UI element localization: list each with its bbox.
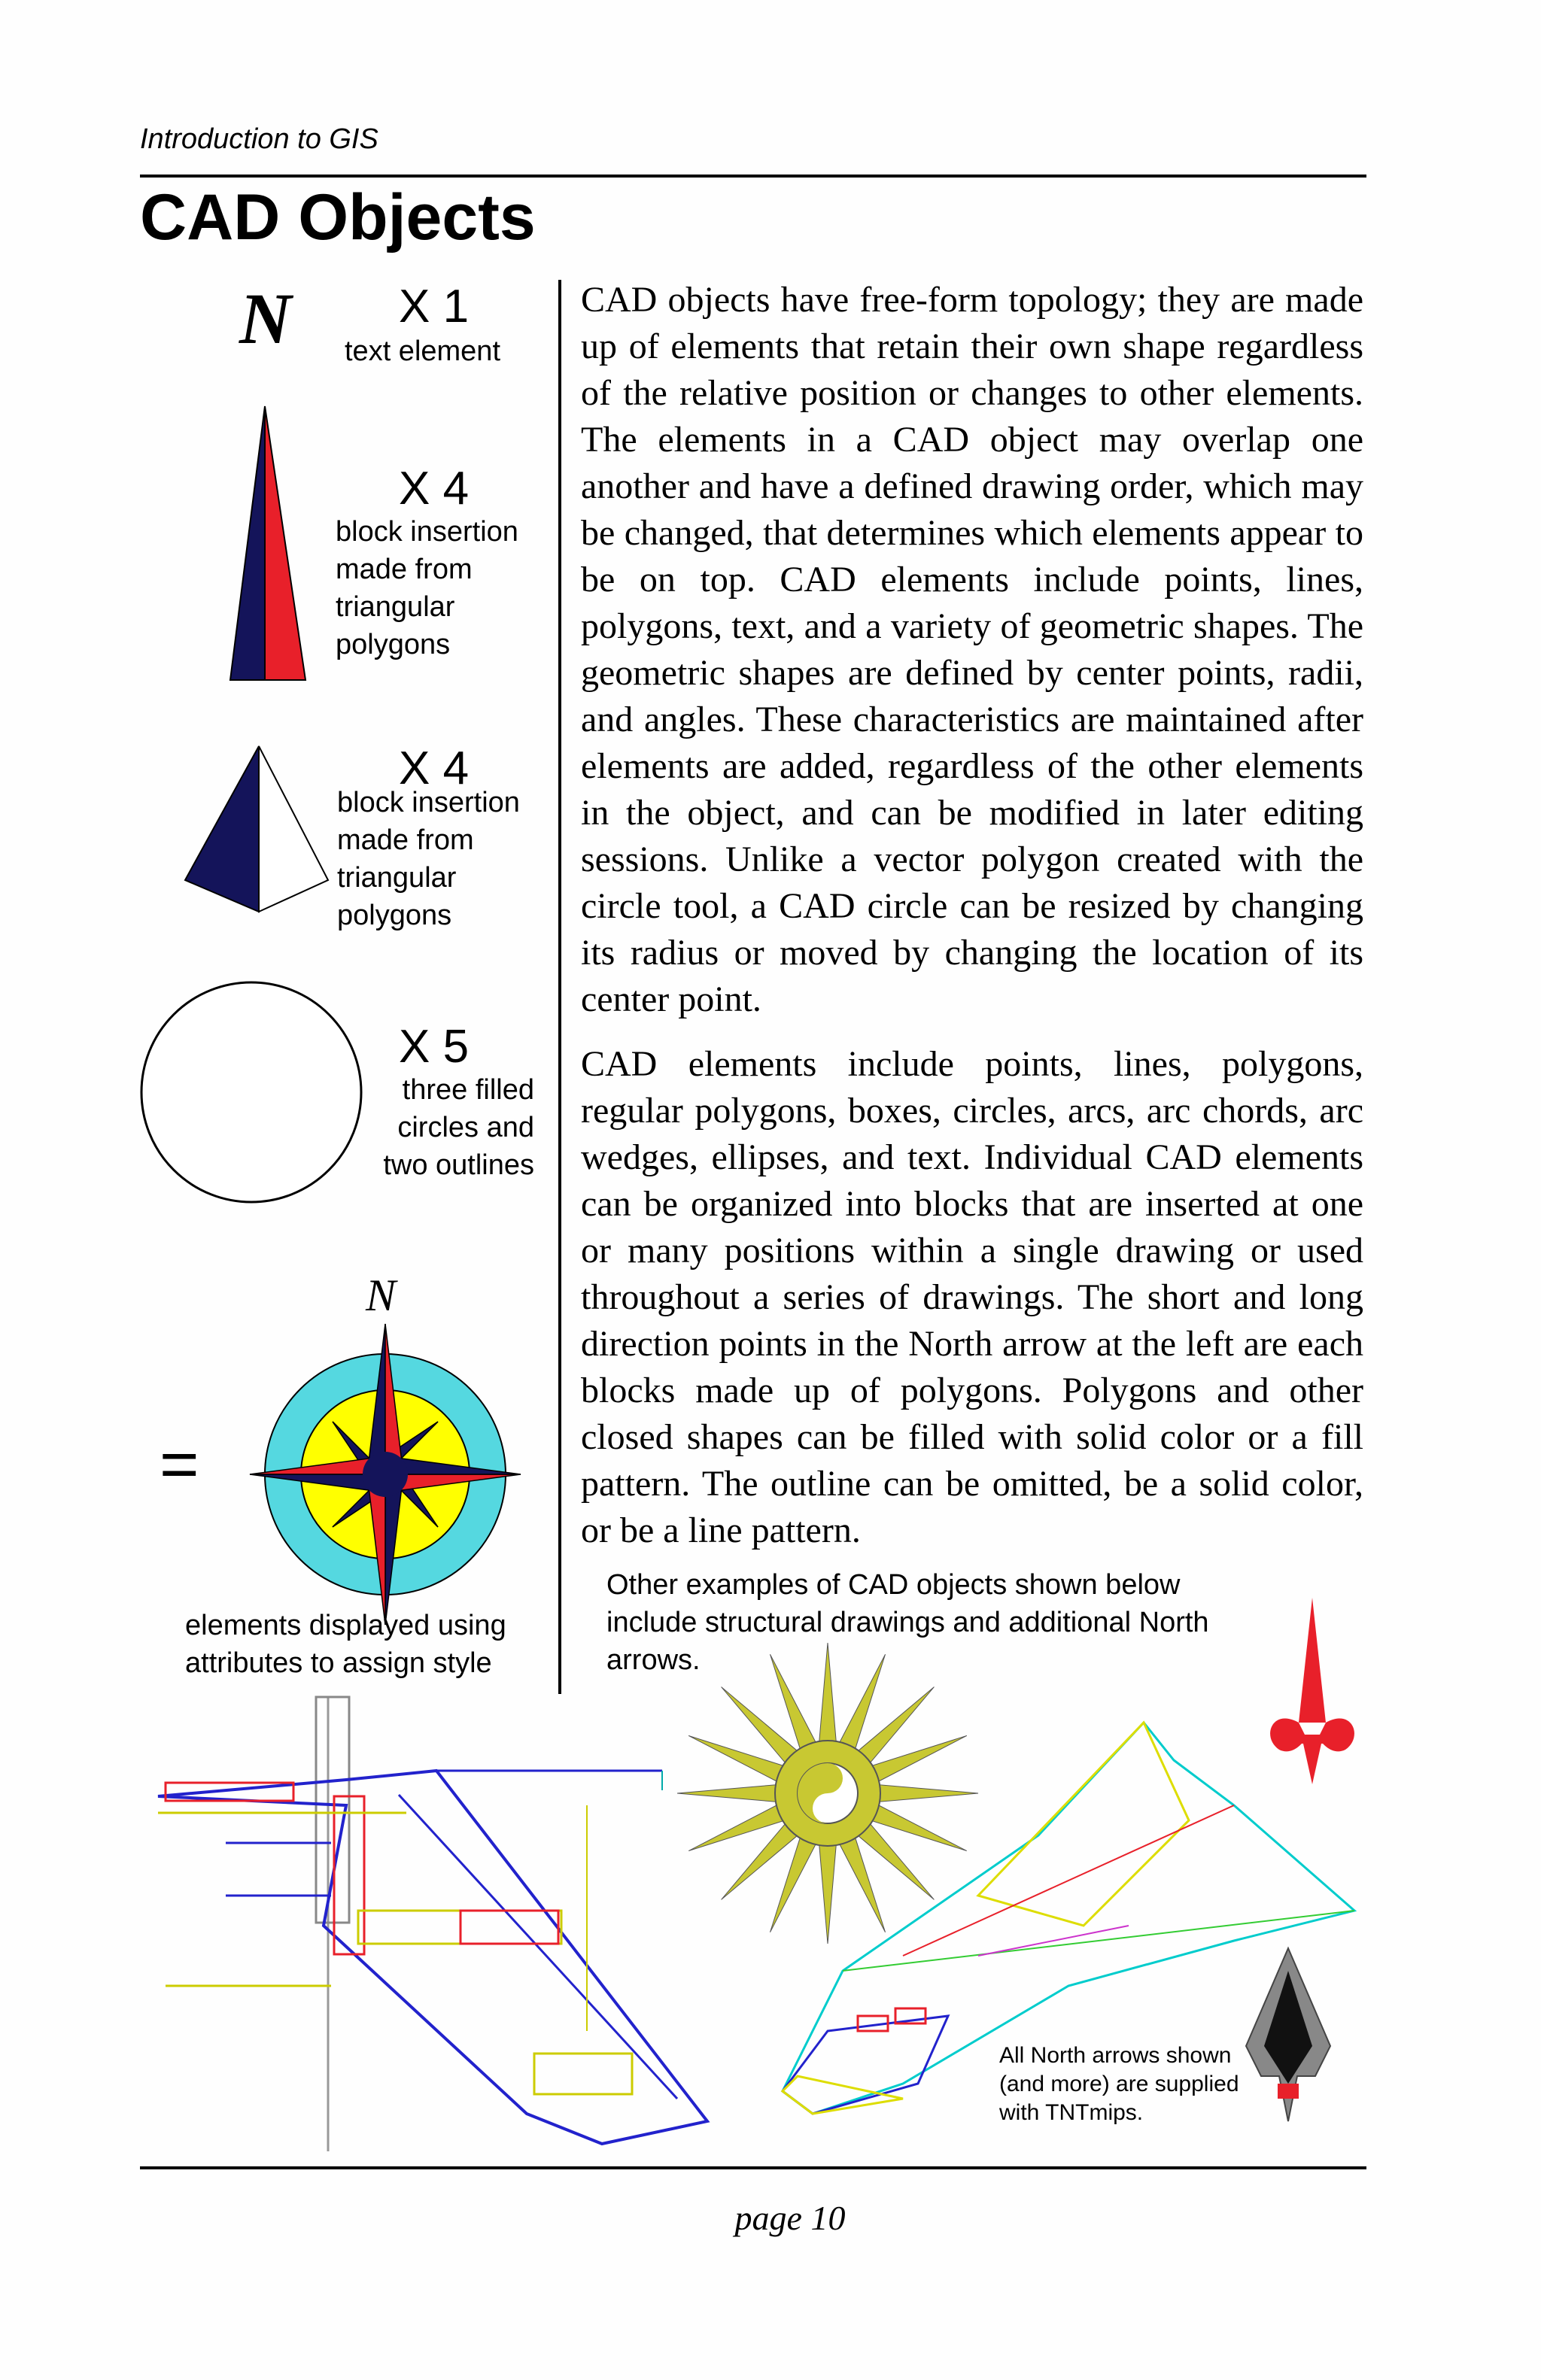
- label-line: polygons: [337, 900, 452, 931]
- body-paragraph-2: CAD elements include points, lines, polygons, regular polygons, boxes, circles, arcs, arc chords, arc wedges, ellipses, and text. Individual CAD elements can be organized into blocks that are inserted at one or many positions within a single drawing or used throughout a series of drawings. The short and long direction points in the North arrow at the left are each blocks made up of polygons. Polygons and other closed shapes can be filled with solid color or a fill pattern. The outline can be omitted, be a solid color, or be a line pattern.: [581, 1044, 1363, 1550]
- element-label-1: text element: [345, 335, 500, 367]
- label-line: circles and: [397, 1112, 534, 1143]
- note-line: with TNTmips.: [999, 2100, 1144, 2125]
- element-count-3: X 4: [399, 742, 470, 794]
- label-line: made from: [337, 824, 474, 856]
- caption-line: arrows.: [606, 1644, 701, 1676]
- element-count-1: X 1: [399, 281, 470, 332]
- element-count-2: X 4: [399, 463, 470, 515]
- equals-sign: =: [160, 1427, 199, 1502]
- tntmips-note: [999, 2042, 1239, 2127]
- page-title: CAD Objects: [140, 181, 536, 253]
- element-count-4: X 5: [399, 1021, 470, 1073]
- compass-north-letter: N: [366, 1270, 397, 1320]
- label-line: two outlines: [383, 1149, 534, 1181]
- label-line: triangular: [336, 591, 455, 623]
- running-header: Introduction to GIS: [140, 123, 378, 155]
- page-number: page 10: [734, 2199, 846, 2237]
- note-line: (and more) are supplied: [999, 2072, 1239, 2096]
- note-line: All North arrows shown: [999, 2043, 1232, 2068]
- label-line: three filled: [402, 1074, 534, 1106]
- label-line: polygons: [336, 629, 451, 660]
- text-element-glyph: N: [239, 278, 292, 359]
- body-paragraph-1: CAD objects have free-form topology; they are made up of elements that retain their own shape regardless of the relative position or changes to other elements. The elements in a CAD object may overlap one another and have a defined drawing order, which may be changed, that determines which elements appear to be on top. CAD elements include points, lines, polygons, text, and a variety of geometric shapes. The geometric shapes are defined by center points, radii, and angles. These characteristics are maintained after elements are added, regardless of the other elements in the object, and can be modified in later editing sessions. Unlike a vector polygon created with the circle tool, a CAD circle can be resized by changing its radius or moved by changing the location of its center point.: [581, 280, 1363, 1019]
- caption-line: elements displayed using: [185, 1610, 506, 1641]
- caption-line: include structural drawings and additional North: [606, 1607, 1209, 1638]
- caption-line: attributes to assign style: [185, 1647, 492, 1679]
- label-line: triangular: [337, 862, 457, 894]
- caption-line: Other examples of CAD objects shown below: [606, 1569, 1181, 1601]
- label-line: made from: [336, 554, 473, 585]
- label-line: block insertion: [337, 787, 520, 818]
- footer-rule: [140, 2166, 1366, 2169]
- label-line: block insertion: [336, 516, 518, 548]
